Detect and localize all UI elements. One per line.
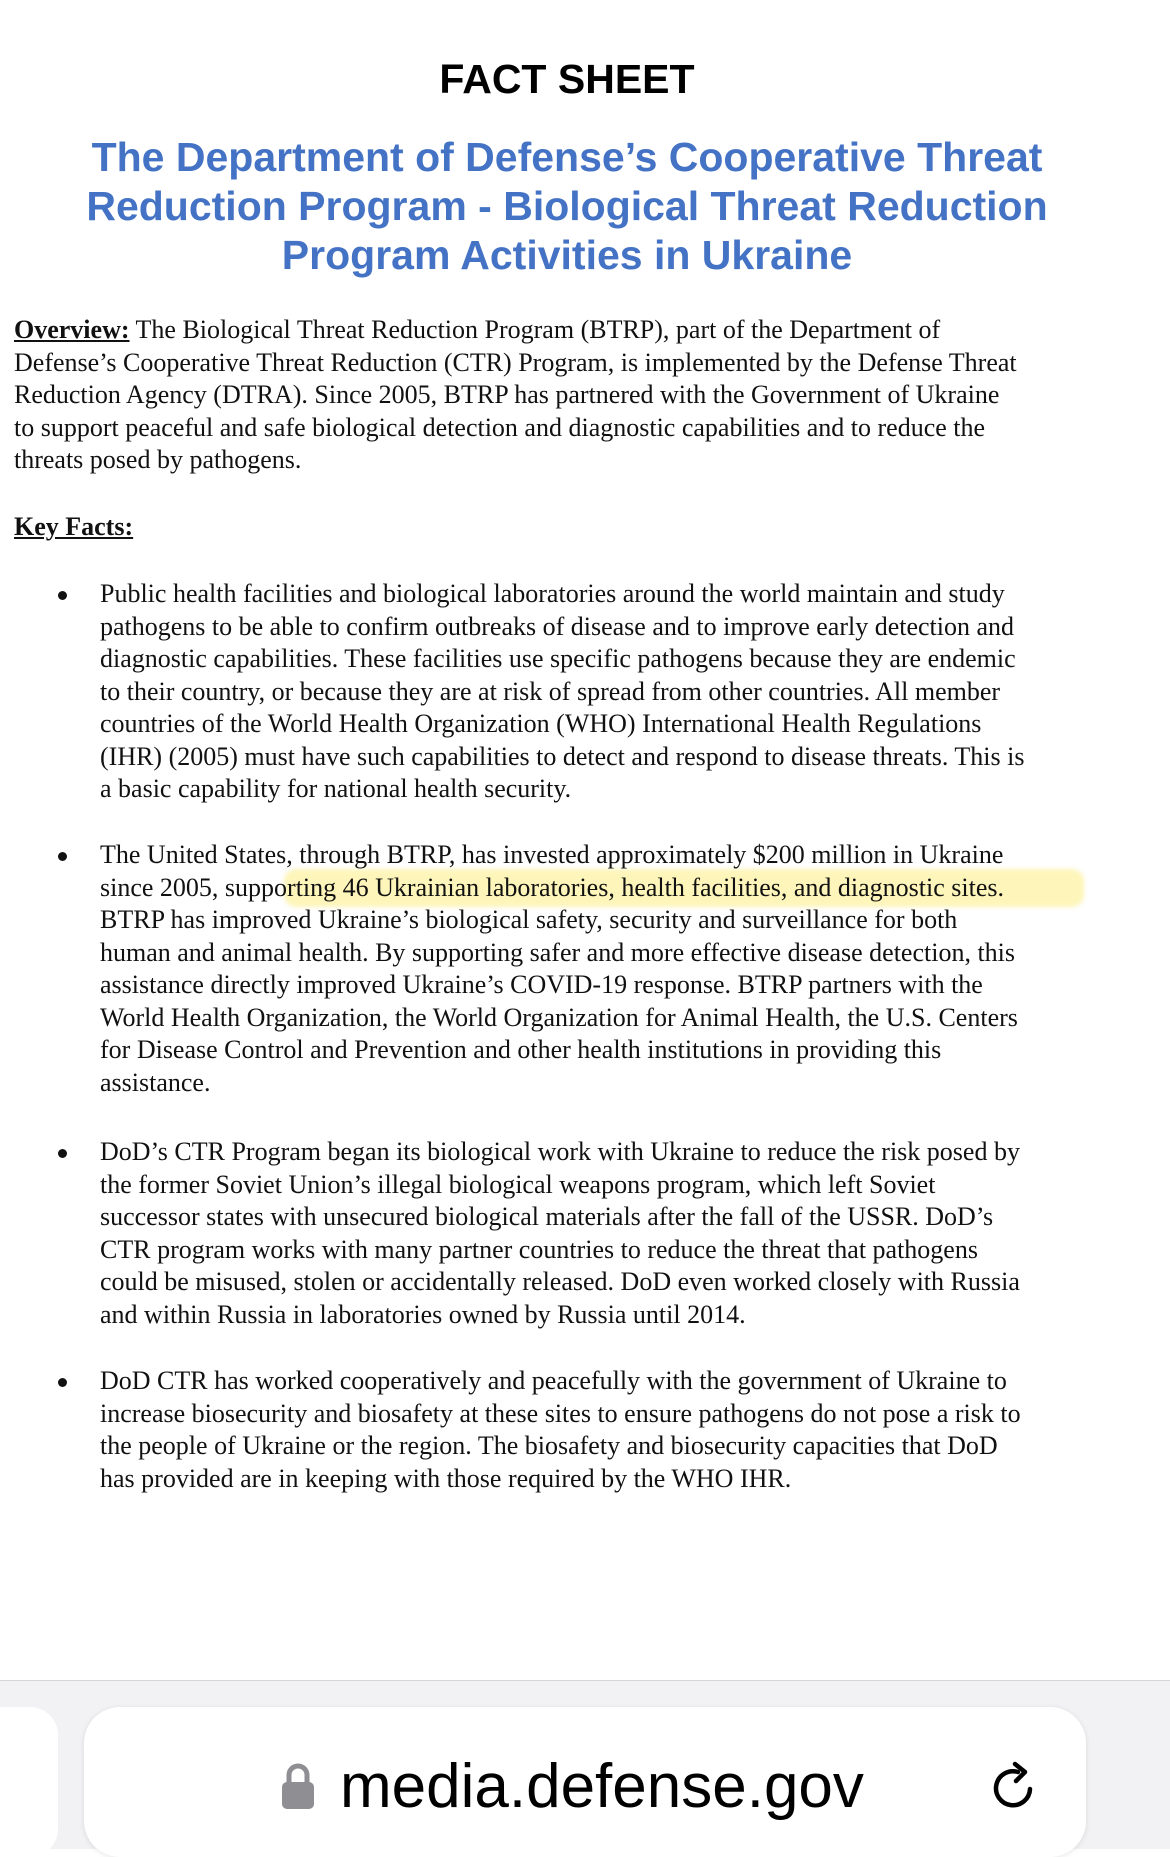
overview-text-line: to support peaceful and safe biological detection and diagnostic capabilities and to reduce the [14,412,986,442]
bullet-text-line: diagnostic capabilities. These facilities use specific pathogens because they are endemic [100,644,1016,673]
overview-text-line: threats posed by pathogens. [14,445,302,474]
overview-text-line: Defense’s Cooperative Threat Reduction (CTR) Program, is implemented by the Defense Threat [14,347,1017,377]
bullet-text-line: The United States, through BTRP, has invested approximately $200 million in Ukraine [100,840,1004,869]
bullet-text-line: for Disease Control and Prevention and other health institutions in providing this [100,1035,942,1064]
title-line: The Department of Defense’s Cooperative Threat [91,134,1043,180]
key-facts-label: Key Facts: [14,512,134,541]
bullet-text-line: successor states with unsecured biological materials after the fall of the USSR. DoD’s [100,1202,994,1231]
previous-tab-preview[interactable] [0,1707,58,1857]
overview-section [14,314,1017,477]
fact-sheet-heading: FACT SHEET [439,56,695,102]
browser-bottom-bar [0,1680,1170,1849]
key-facts-heading [14,511,133,544]
bullet-text-line: assistance. [100,1067,211,1097]
bullet-icon [58,1378,67,1387]
bullet-text-line: BTRP has improved Ukraine’s biological safety, security and surveillance for both [100,905,958,934]
bullet-text-line: to their country, or because they are at risk of spread from other countries. All member [100,676,1001,706]
bullet-icon [58,852,67,861]
bullet-text-line: the former Soviet Union’s illegal biological weapons program, which left Soviet [100,1169,936,1199]
bullet-text-line: the people of Ukraine or the region. The biosafety and biosecurity capacities that DoD [100,1431,998,1460]
bullet-text-line: increase biosecurity and biosafety at these sites to ensure pathogens do not pose a risk to [100,1398,1021,1428]
bullet-icon [58,1149,67,1158]
document-title [40,133,1094,280]
bullet-text-line: countries of the World Health Organization (WHO) International Health Regulations [100,709,982,738]
bullet-text-line: since 2005, supporting 46 Ukrainian laboratories, health facilities, and diagnostic sites. [100,872,1005,902]
bullet-icon [58,591,67,600]
bullet-text-line: could be misused, stolen or accidentally released. DoD even worked closely with Russia [100,1267,1020,1296]
bullet-text-line: DoD CTR has worked cooperatively and peacefully with the government of Ukraine to [100,1366,1007,1395]
bullet-text-line: human and animal health. By supporting safer and more effective disease detection, this [100,937,1016,967]
title-line: Reduction Program - Biological Threat Reduction [86,183,1048,229]
overview-text-line: The Biological Threat Reduction Program (BTRP), part of the Department of [129,315,941,344]
reload-icon[interactable] [988,1761,1040,1813]
url-text[interactable]: media.defense.gov [340,1752,864,1821]
bullet-text-line: CTR program works with many partner countries to reduce the threat that pathogens [100,1234,978,1264]
bullet-text-line: Public health facilities and biological laboratories around the world maintain and study [100,579,1005,608]
bullet-text-line: and within Russia in laboratories owned by Russia until 2014. [100,1299,746,1329]
bullet-text-line: has provided are in keeping with those required by the WHO IHR. [100,1463,792,1493]
lock-icon [280,1761,316,1811]
title-line: Program Activities in Ukraine [281,232,853,278]
bullet-text-line: assistance directly improved Ukraine’s COVID-19 response. BTRP partners with the [100,970,983,999]
bullet-text-line: pathogens to be able to confirm outbreaks of disease and to improve early detection and [100,611,1015,641]
overview-text-line: Reduction Agency (DTRA). Since 2005, BTRP has partnered with the Government of Ukraine [14,380,1000,409]
bullet-text-line: a basic capability for national health security. [100,774,572,803]
bullet-text-line: DoD’s CTR Program began its biological work with Ukraine to reduce the risk posed by [100,1137,1020,1166]
bullet-text-line: (IHR) (2005) must have such capabilities to detect and respond to disease threats. This is [100,741,1025,771]
bullet-text-line: World Health Organization, the World Organization for Animal Health, the U.S. Centers [100,1002,1018,1032]
overview-label: Overview: [14,315,130,344]
